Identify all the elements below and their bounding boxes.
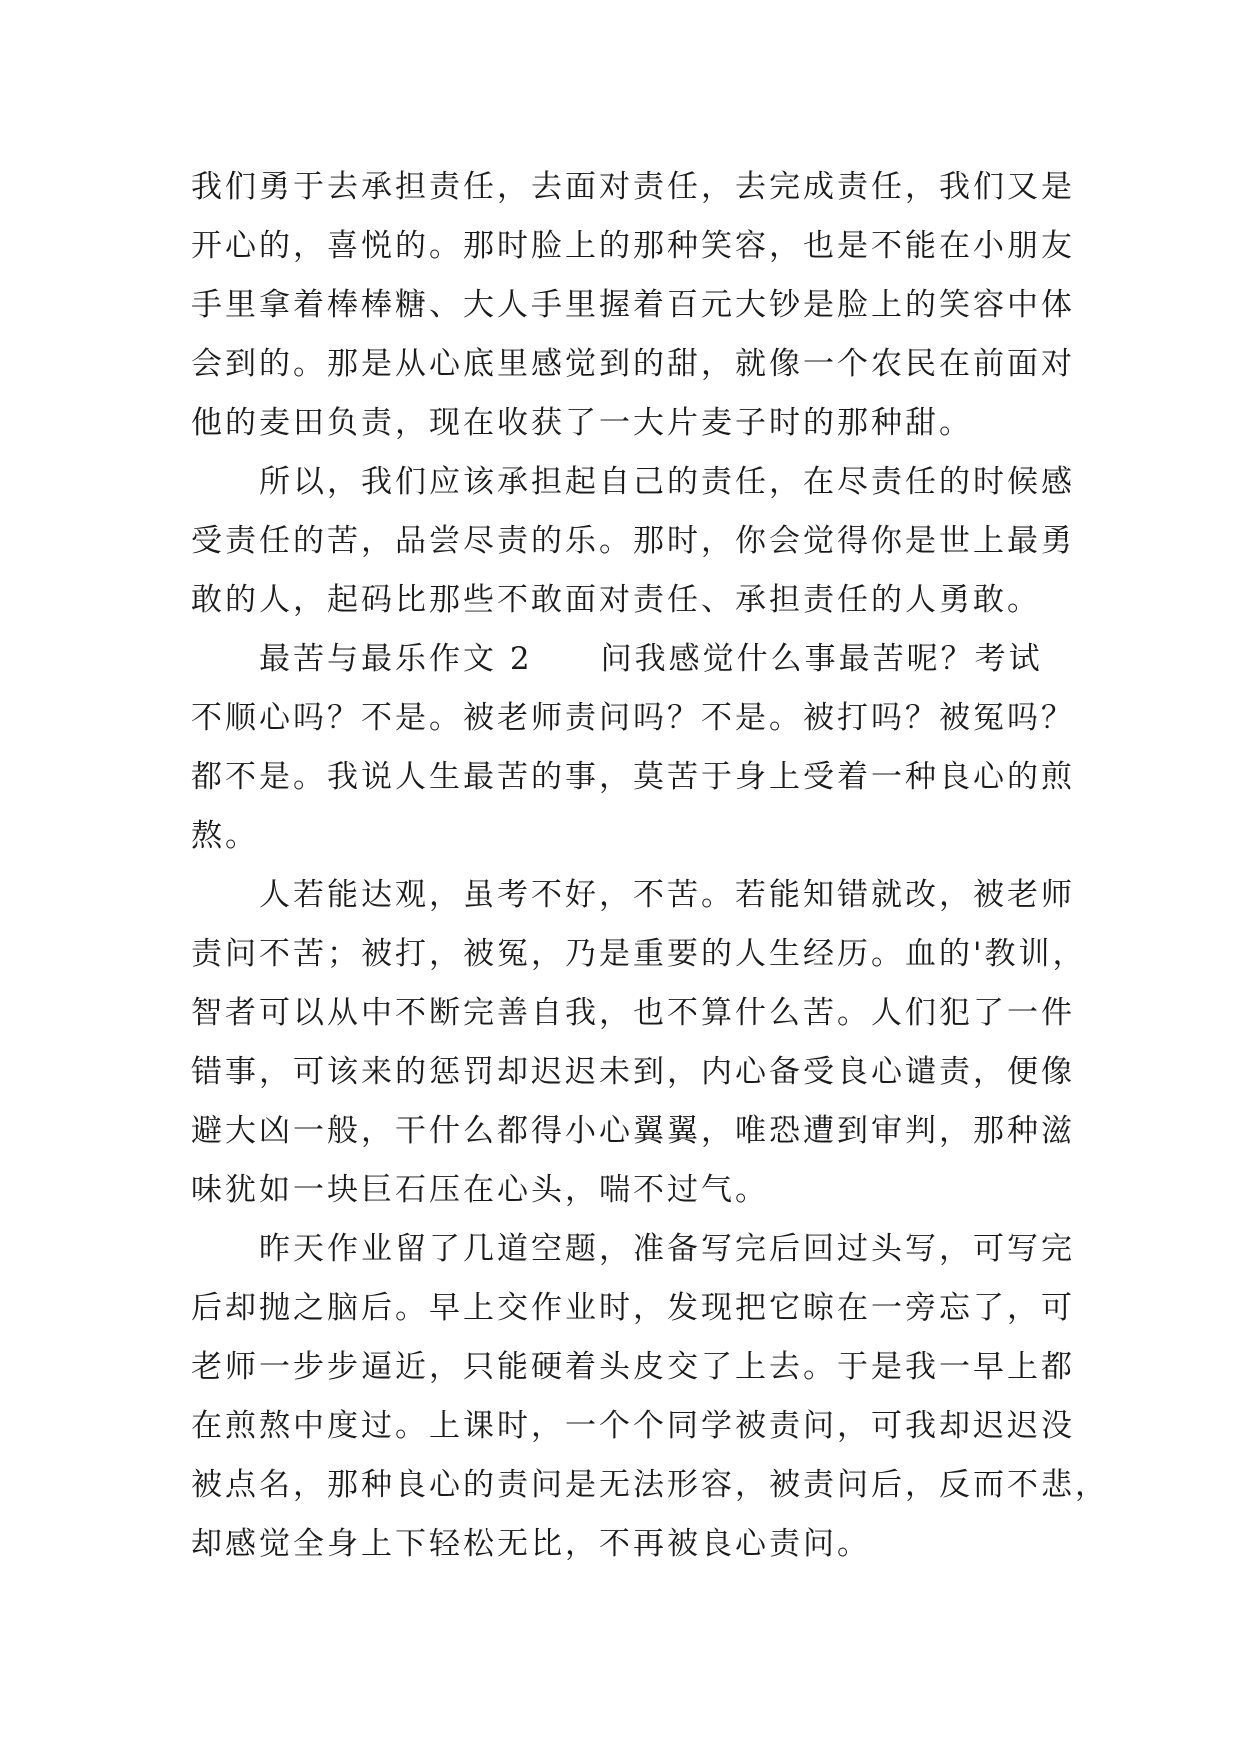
text-line: 他的麦田负责，现在收获了一大片麦子时的那种甜。 — [191, 405, 973, 441]
text-line: 不顺心吗？不是。被老师责问吗？不是。被打吗？被冤吗？ — [191, 700, 1075, 736]
text-line: 错事，可该来的惩罚却迟迟未到，内心备受良心谴责，便像 — [191, 1054, 1075, 1090]
paragraph — [191, 453, 1075, 630]
paragraph — [191, 1220, 1109, 1574]
paragraph — [191, 630, 1075, 866]
text-line: 老师一步步逼近，只能硬着头皮交了上去。于是我一早上都 — [191, 1349, 1075, 1385]
text-line: 却感觉全身上下轻松无比，不再被良心责问。 — [191, 1526, 871, 1562]
text-line: 我们勇于去承担责任，去面对责任，去完成责任，我们又是 — [191, 169, 1075, 205]
body-text — [191, 158, 1109, 1574]
text-line: 避大凶一般，干什么都得小心翼翼，唯恐遭到审判，那种滋 — [191, 1113, 1075, 1149]
text-line: 会到的。那是从心底里感觉到的甜，就像一个农民在前面对 — [191, 346, 1075, 382]
text-line: 都不是。我说人生最苦的事，莫苦于身上受着一种良心的煎 — [191, 759, 1075, 795]
text-line: 在煎熬中度过。上课时，一个个同学被责问，可我却迟迟没 — [191, 1408, 1075, 1444]
text-line: 味犹如一块巨石压在心头，喘不过气。 — [191, 1172, 769, 1208]
text-line: 昨天作业留了几道空题，准备写完后回过头写，可写完 — [191, 1231, 1075, 1267]
text-line: 智者可以从中不断完善自我，也不算什么苦。人们犯了一件 — [191, 995, 1075, 1031]
text-line: 手里拿着棒棒糖、大人手里握着百元大钞是脸上的笑容中体 — [191, 287, 1075, 323]
text-line: 最苦与最乐作文 2 问我感觉什么事最苦呢？考试 — [191, 641, 1043, 677]
text-line: 被点名，那种良心的责问是无法形容，被责问后，反而不悲， — [191, 1467, 1109, 1503]
text-line: 敢的人，起码比那些不敢面对责任、承担责任的人勇敢。 — [191, 582, 1041, 618]
text-line: 责问不苦；被打，被冤，乃是重要的人生经历。血的'教训， — [191, 936, 1087, 972]
text-line: 受责任的苦，品尝尽责的乐。那时，你会觉得你是世上最勇 — [191, 523, 1075, 559]
text-line: 开心的，喜悦的。那时脸上的那种笑容，也是不能在小朋友 — [191, 228, 1075, 264]
paragraph — [191, 866, 1087, 1220]
text-line: 人若能达观，虽考不好，不苦。若能知错就改，被老师 — [191, 877, 1075, 913]
text-line: 所以，我们应该承担起自己的责任，在尽责任的时候感 — [191, 464, 1075, 500]
text-line: 熬。 — [191, 818, 259, 854]
paragraph — [191, 158, 1075, 453]
text-line: 后却抛之脑后。早上交作业时，发现把它晾在一旁忘了，可 — [191, 1290, 1075, 1326]
